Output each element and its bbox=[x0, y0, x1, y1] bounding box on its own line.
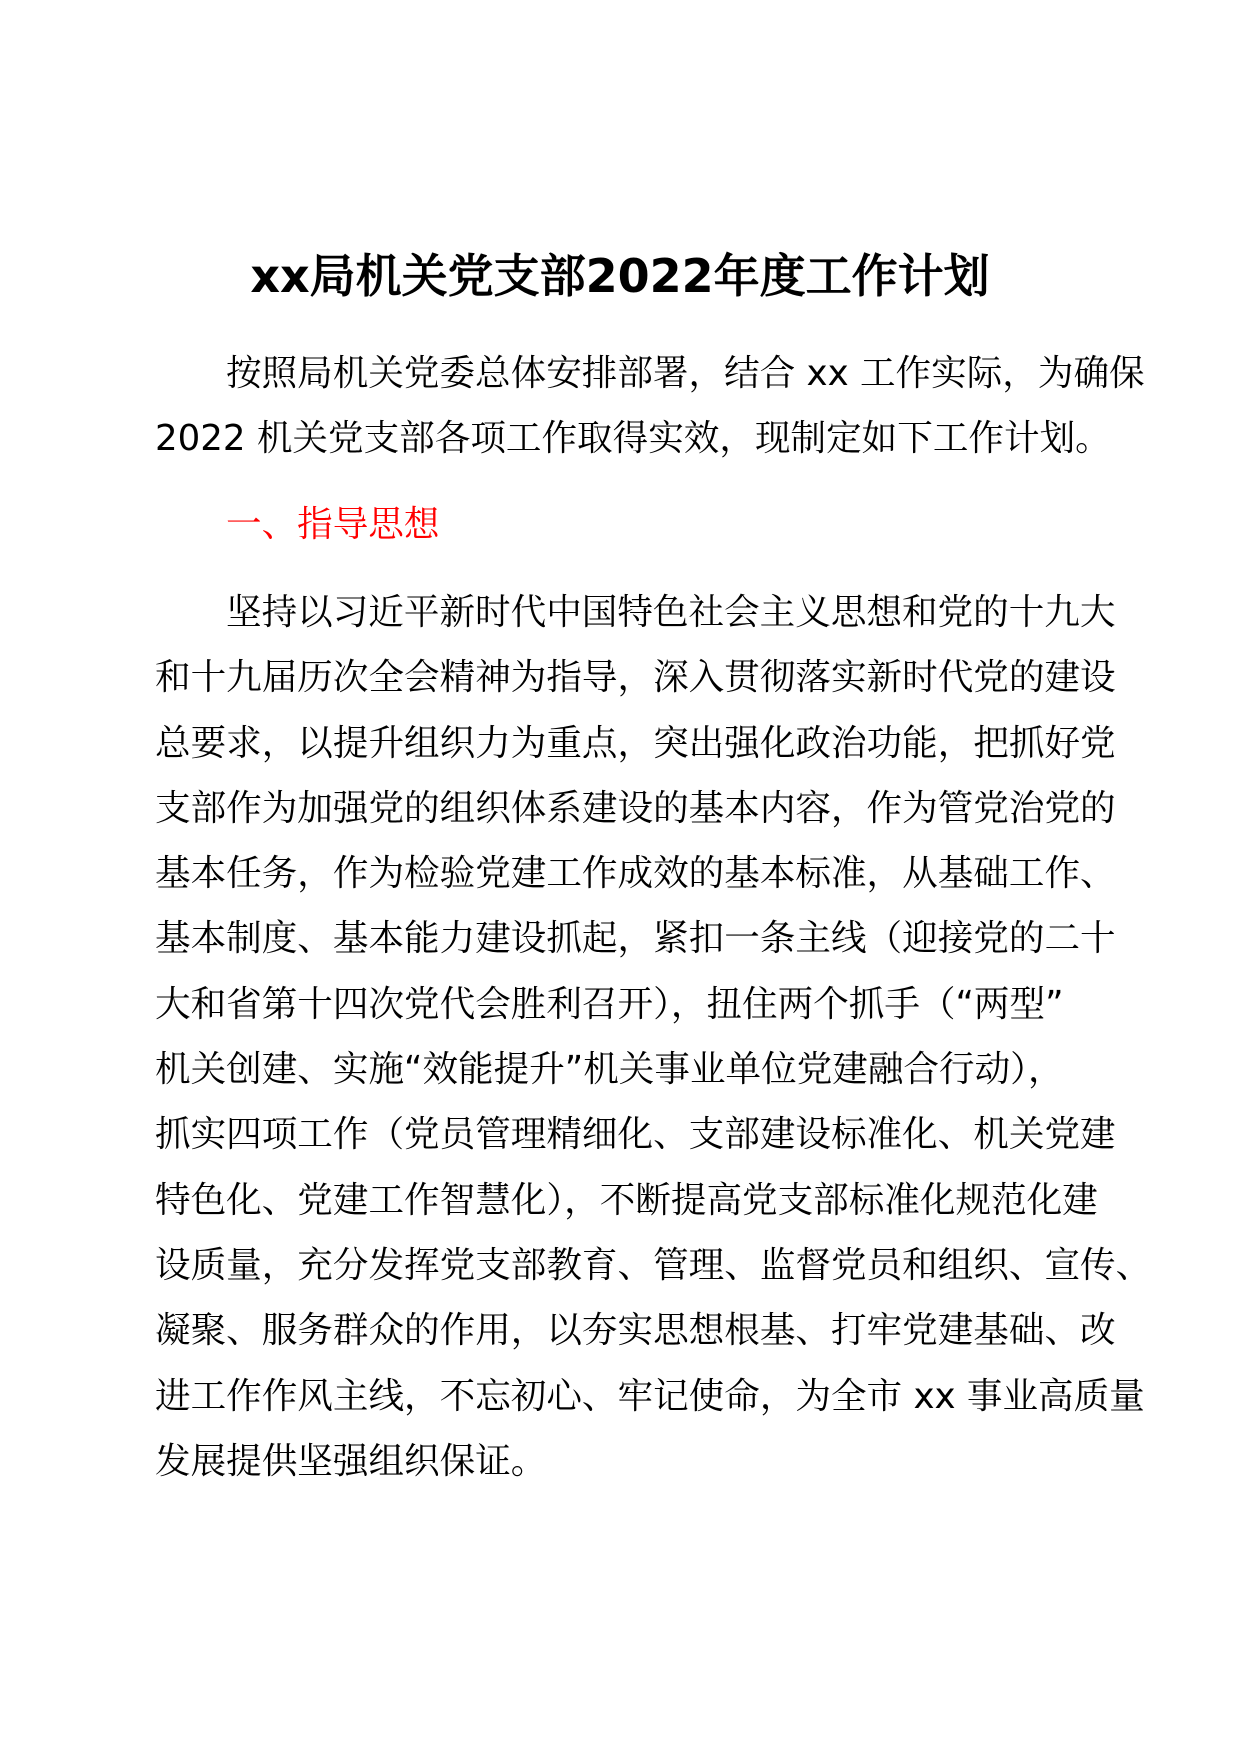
paragraph-line: 总要求，以提升组织力为重点，突出强化政治功能，把抓好党 bbox=[155, 722, 1116, 764]
paragraph-line: 和十九届历次全会精神为指导，深入贯彻落实新时代党的建设 bbox=[155, 657, 1116, 699]
paragraph-line: 2022 机关党支部各项工作取得实效，现制定如下工作计划。 bbox=[155, 418, 1111, 460]
guiding-ideology-paragraph bbox=[155, 580, 1152, 1494]
paragraph-line: 特色化、党建工作智慧化），不断提高党支部标准化规范化建 bbox=[155, 1179, 1098, 1221]
paragraph-line: 进工作作风主线，不忘初心、牢记使命，为全市 xx 事业高质量 bbox=[155, 1375, 1145, 1417]
paragraph-line: 基本制度、基本能力建设抓起，紧扣一条主线（迎接党的二十 bbox=[155, 918, 1116, 960]
intro-paragraph bbox=[155, 341, 1145, 472]
document-title: xx局机关党支部2022年度工作计划 bbox=[250, 249, 990, 303]
paragraph-line: 设质量，充分发挥党支部教育、管理、监督党员和组织、宣传、 bbox=[155, 1244, 1152, 1286]
paragraph-line: 支部作为加强党的组织体系建设的基本内容，作为管党治党的 bbox=[155, 787, 1116, 829]
section-heading: 一、指导思想 bbox=[226, 504, 440, 545]
paragraph-line: 凝聚、服务群众的作用，以夯实思想根基、打牢党建基础、改 bbox=[155, 1310, 1116, 1352]
section-heading-block bbox=[155, 492, 1087, 557]
paragraph-line: 大和省第十四次党代会胜利召开），扭住两个抓手（“两型” bbox=[155, 983, 1064, 1025]
paragraph-line: 基本任务，作为检验党建工作成效的基本标准，从基础工作、 bbox=[155, 853, 1116, 895]
paragraph-line: 机关创建、实施“效能提升”机关事业单位党建融合行动）， bbox=[155, 1049, 1064, 1091]
paragraph-line: 按照局机关党委总体安排部署，结合 xx 工作实际，为确保 bbox=[226, 353, 1145, 394]
paragraph-line: 抓实四项工作（党员管理精细化、支部建设标准化、机关党建 bbox=[155, 1114, 1116, 1156]
paragraph-line: 发展提供坚强组织保证。 bbox=[155, 1440, 547, 1482]
paragraph-line: 坚持以习近平新时代中国特色社会主义思想和党的十九大 bbox=[226, 592, 1116, 633]
